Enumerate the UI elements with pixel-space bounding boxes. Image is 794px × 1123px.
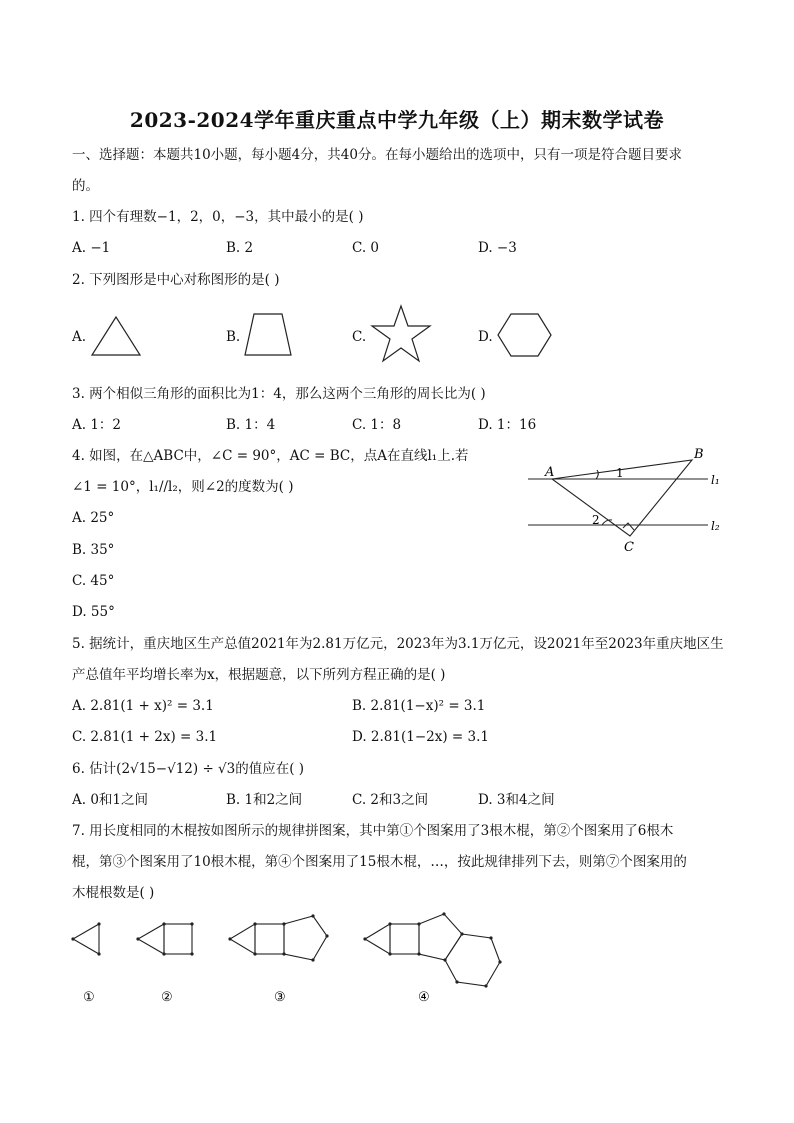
question-4-stem-line-2: ∠1 = 10°，l₁//l₂，则∠2的度数为( ) xyxy=(72,479,294,495)
question-6-stem: 6. 估计(2√15−√12) ÷ √3的值应在( ) xyxy=(72,761,305,777)
question-4-option-b: B. 35° xyxy=(72,542,115,558)
pattern-2-square xyxy=(164,924,192,954)
question-1-option-b: B. 2 xyxy=(226,240,254,256)
question-4-stem-line-1: 4. 如图，在△ABC中，∠C = 90°，AC = BC，点A在直线l₁上.若 xyxy=(72,448,469,464)
pattern-3-pentagon xyxy=(284,916,327,960)
section-intro-line-2: 的。 xyxy=(72,178,99,194)
label-b: B xyxy=(694,447,704,462)
question-2-option-c: C. xyxy=(352,329,367,345)
question-2-option-b: B. xyxy=(226,329,241,345)
angle-1-arc xyxy=(596,470,598,479)
question-2-option-a: A. xyxy=(72,329,87,345)
question-7-stem-line-3: 木棍根数是( ) xyxy=(72,885,155,901)
question-6-option-a: A. 0和1之间 xyxy=(72,792,149,808)
pattern-label-4: ④ xyxy=(418,990,430,1005)
question-3-option-d: D. 1：16 xyxy=(478,417,537,433)
question-1-option-d: D. −3 xyxy=(478,240,517,256)
right-angle-mark xyxy=(623,523,634,530)
page-title: 2023-2024学年重庆重点中学九年级（上）期末数学试卷 xyxy=(129,108,665,132)
question-3-option-b: B. 1：4 xyxy=(226,417,276,433)
question-2-stem: 2. 下列图形是中心对称图形的是( ) xyxy=(72,272,280,288)
pattern-label-1: ① xyxy=(83,990,95,1005)
trapezoid-shape xyxy=(245,314,291,355)
question-2-option-d: D. xyxy=(478,329,493,345)
question-6-option-d: D. 3和4之间 xyxy=(478,792,555,808)
question-4-option-c: C. 45° xyxy=(72,573,115,589)
label-angle-2: 2 xyxy=(592,513,600,527)
question-7-stem-line-1: 7. 用长度相同的木棍按如图所示的规律拼图案，其中第①个图案用了3根木棍，第②个图案用了6根木 xyxy=(72,823,674,839)
pattern-4-square xyxy=(390,924,419,954)
question-5-option-d: D. 2.81(1−2x) = 3.1 xyxy=(352,729,489,745)
label-l2: l₂ xyxy=(711,519,720,533)
pattern-3-triangle xyxy=(230,924,255,954)
question-1-option-a: A. −1 xyxy=(72,240,111,256)
question-4-option-a: A. 25° xyxy=(72,510,115,526)
pattern-3-square xyxy=(255,924,284,954)
question-3-stem: 3. 两个相似三角形的面积比为1：4，那么这两个三角形的周长比为( ) xyxy=(72,386,486,402)
question-5-option-c: C. 2.81(1 + 2x) = 3.1 xyxy=(72,729,218,745)
question-1-stem: 1. 四个有理数−1，2，0，−3，其中最小的是( ) xyxy=(72,209,364,225)
triangle-shape xyxy=(92,317,140,355)
question-3-option-a: A. 1：2 xyxy=(72,417,122,433)
label-angle-1: 1 xyxy=(616,466,624,480)
label-a: A xyxy=(545,465,555,480)
pattern-1-triangle xyxy=(73,924,99,954)
pattern-label-2: ② xyxy=(161,990,173,1005)
question-3-option-c: C. 1：8 xyxy=(352,417,402,433)
question-4-option-d: D. 55° xyxy=(72,604,115,620)
hexagon-shape xyxy=(498,314,551,356)
question-7-stem-line-2: 棍，第③个图案用了10根木棍，第④个图案用了15根木棍，…，按此规律排列下去，则第⑦个图案用的 xyxy=(72,854,687,870)
pattern-4-pentagon xyxy=(419,914,462,960)
question-6-option-b: B. 1和2之间 xyxy=(226,792,303,808)
question-5-option-a: A. 2.81(1 + x)² = 3.1 xyxy=(72,698,214,714)
section-intro-line-1: 一、选择题：本题共10小题，每小题4分，共40分。在每小题给出的选项中，只有一项是符合题目要求 xyxy=(72,147,682,163)
question-5-option-b: B. 2.81(1−x)² = 3.1 xyxy=(352,698,486,714)
question-1-option-c: C. 0 xyxy=(352,240,380,256)
label-l1: l₁ xyxy=(711,473,720,487)
label-c: C xyxy=(624,540,634,555)
pattern-label-3: ③ xyxy=(274,990,286,1005)
pattern-4-hexagon xyxy=(445,934,500,986)
pattern-2-triangle xyxy=(138,924,164,954)
pattern-4-triangle xyxy=(365,924,390,954)
question-5-stem-line-2: 产总值年平均增长率为x，根据题意，以下所列方程正确的是( ) xyxy=(72,667,446,683)
star-shape xyxy=(372,306,430,361)
question-5-stem-line-1: 5. 据统计，重庆地区生产总值2021年为2.81万亿元，2023年为3.1万亿元，设2021年至2023年重庆地区生 xyxy=(72,636,724,652)
triangle-abc xyxy=(552,460,692,536)
angle-2-arc xyxy=(602,520,612,525)
question-6-option-c: C. 2和3之间 xyxy=(352,792,429,808)
